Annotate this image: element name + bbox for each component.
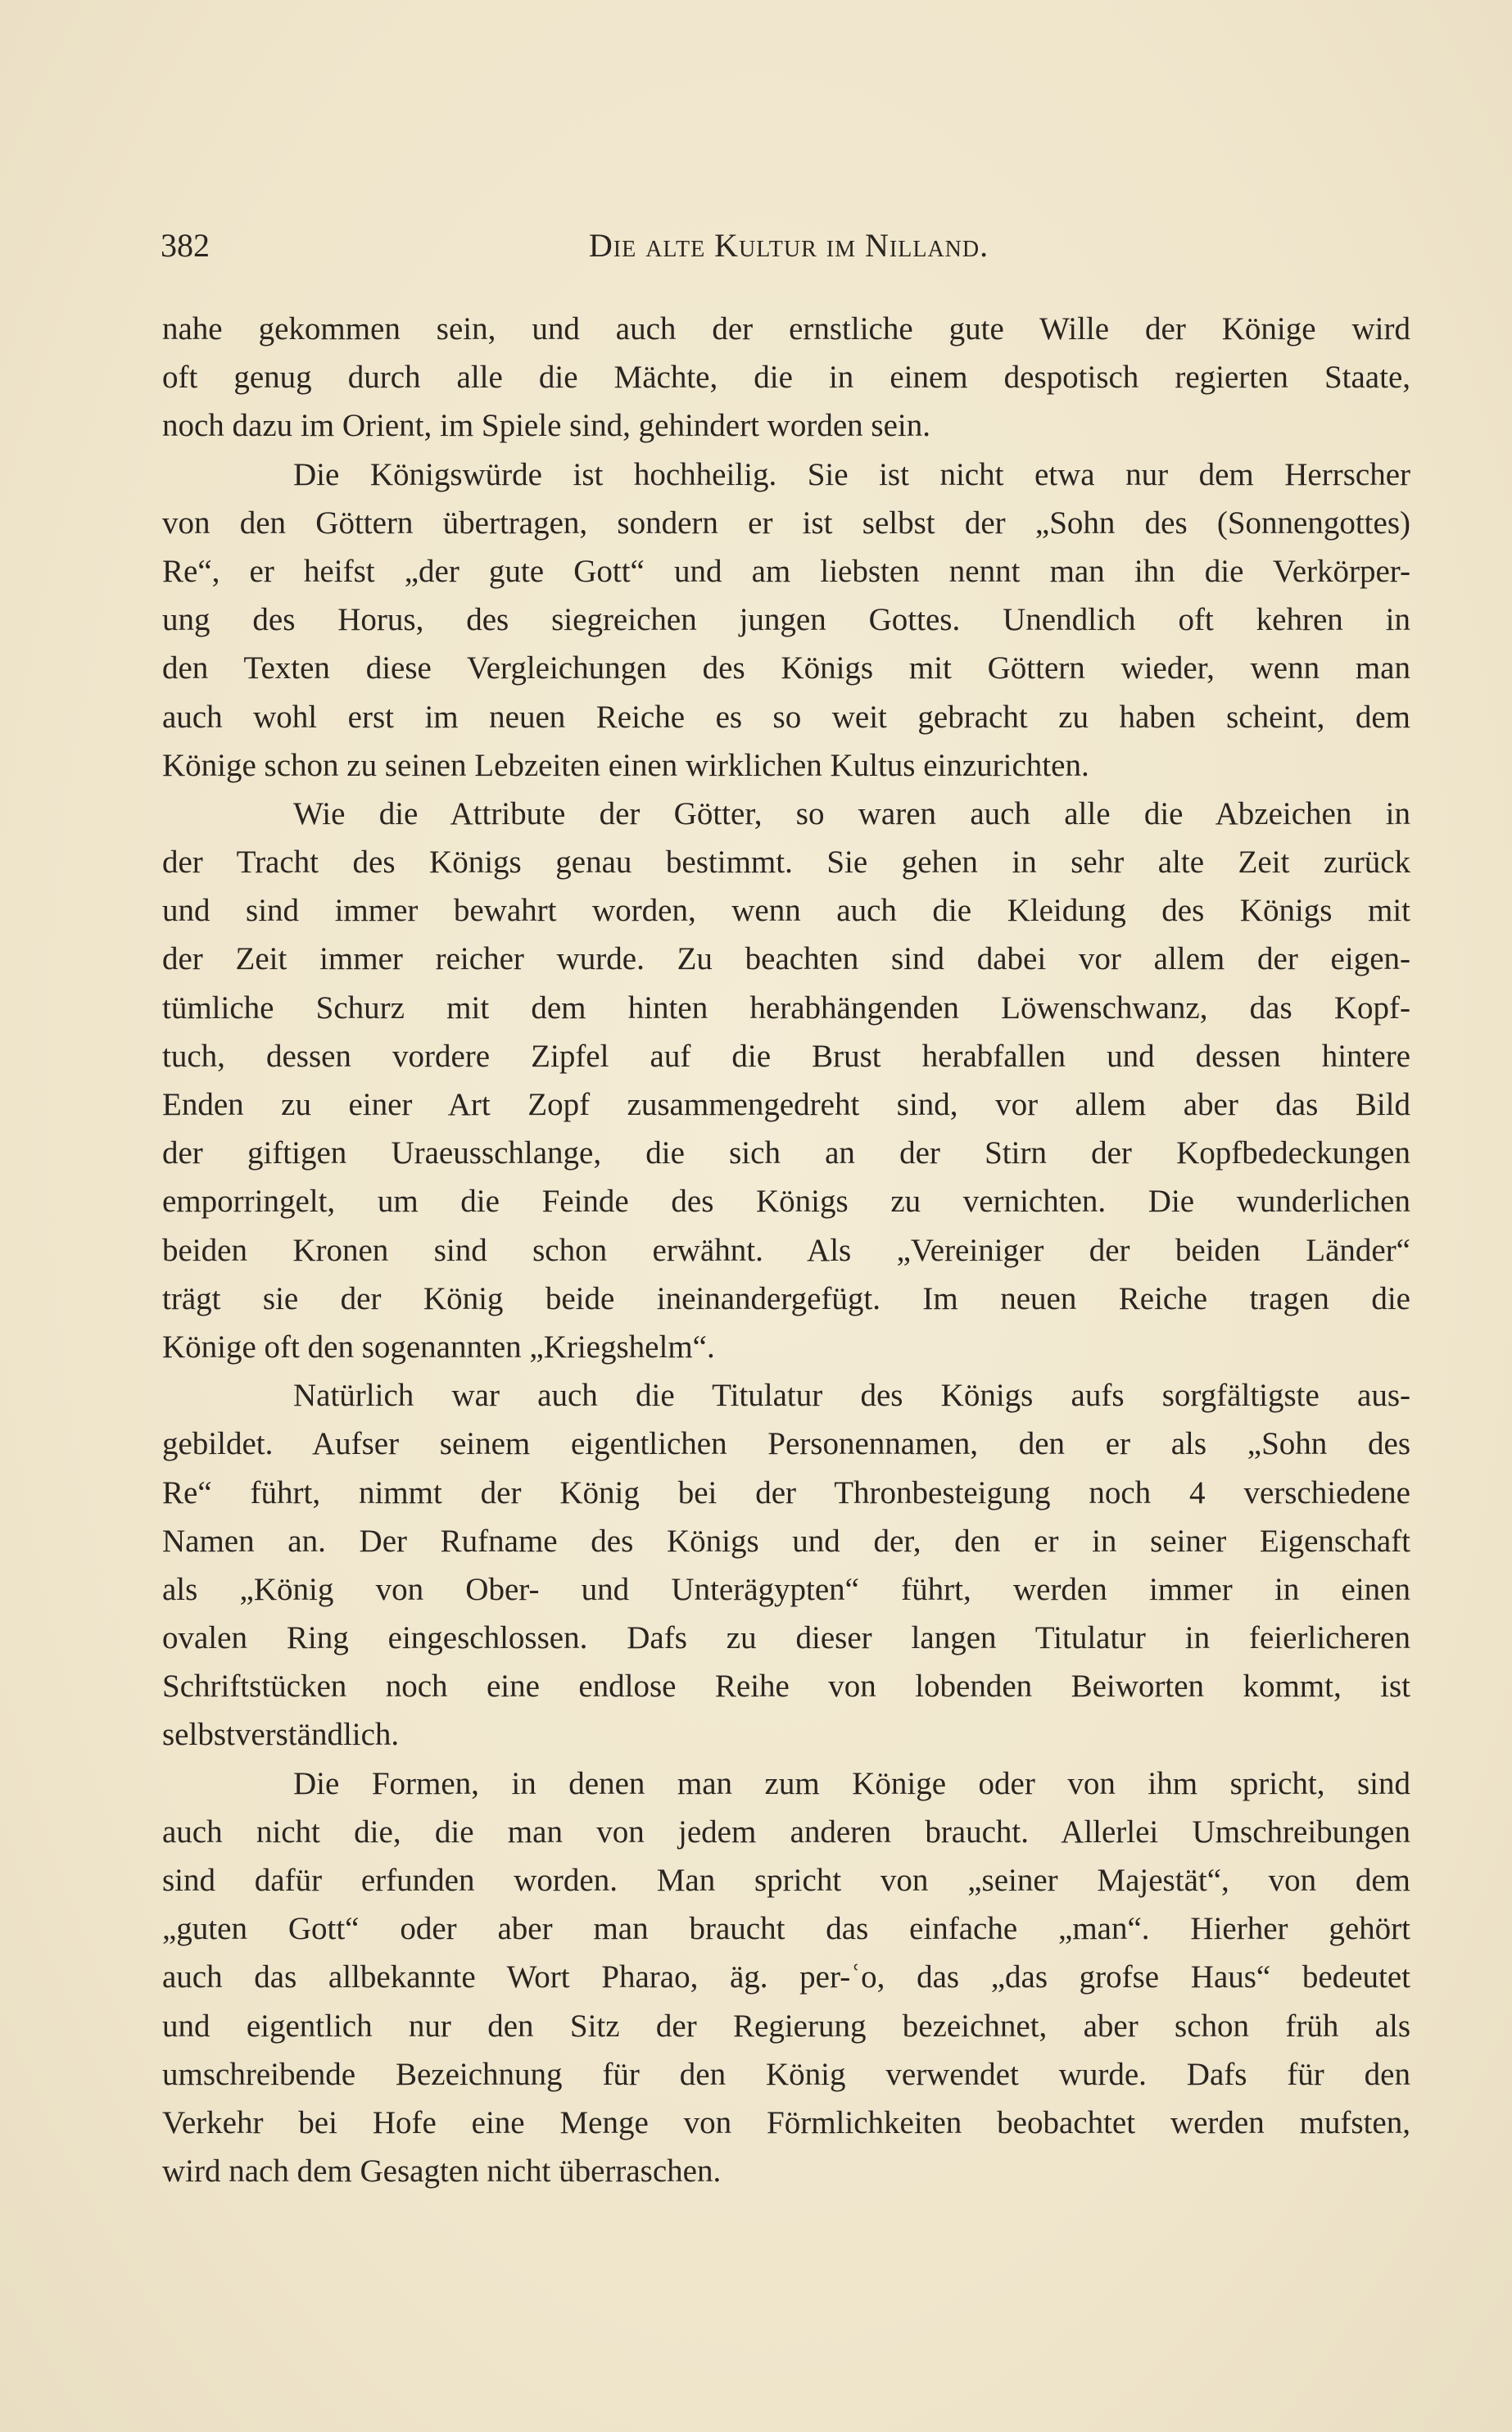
text-line: und eigentlich nur den Sitz der Regierung bezeichnet, aber schon früh als bbox=[162, 2008, 1410, 2044]
text-line: Re“ führt, nimmt der König bei der Thronbesteigung noch 4 verschiedene bbox=[162, 1474, 1410, 1510]
text-line: Die Formen, in denen man zum Könige oder von ihm spricht, sind bbox=[293, 1765, 1410, 1801]
text-line: und sind immer bewahrt worden, wenn auch die Kleidung des Königs mit bbox=[162, 893, 1410, 929]
text-line: nahe gekommen sein, und auch der ernstliche gute Wille der Könige wird bbox=[162, 311, 1410, 346]
text-line: auch wohl erst im neuen Reiche es so weit gebracht zu haben scheint, dem bbox=[162, 699, 1410, 735]
text-line: Verkehr bei Hofe eine Menge von Förmlichkeiten beobachtet werden mufsten, bbox=[162, 2104, 1410, 2140]
text-line: Enden zu einer Art Zopf zusammengedreht sind, vor allem aber das Bild bbox=[162, 1087, 1410, 1122]
text-line: Natürlich war auch die Titulatur des Königs aufs sorgfältigste aus- bbox=[293, 1378, 1410, 1414]
running-title: Die alte Kultur im Nilland. bbox=[588, 227, 989, 264]
text-line: „guten Gott“ oder aber man braucht das einfache „man“. Hierher gehört bbox=[162, 1911, 1410, 1947]
text-line: der Tracht des Königs genau bestimmt. Sie gehen in sehr alte Zeit zurück bbox=[162, 845, 1410, 881]
text-line: selbstverständlich. bbox=[162, 1717, 400, 1753]
text-line: von den Göttern übertragen, sondern er ist selbst der „Sohn des (Sonnengottes) bbox=[162, 505, 1410, 541]
text-line: als „König von Ober- und Unterägypten“ führt, werden immer in einen bbox=[162, 1571, 1410, 1607]
text-line: wird nach dem Gesagten nicht überraschen. bbox=[162, 2153, 722, 2190]
text-line: den Texten diese Vergleichungen des Königs mit Göttern wieder, wenn man bbox=[162, 650, 1410, 686]
text-line: Re“, er heifst „der gute Gott“ und am liebsten nennt man ihn die Verkörper- bbox=[162, 553, 1410, 589]
text-line: Die Königswürde ist hochheilig. Sie ist nicht etwa nur dem Herrscher bbox=[293, 456, 1410, 492]
text-line: umschreibende Bezeichnung für den König verwendet wurde. Dafs für den bbox=[162, 2056, 1410, 2092]
text-line: Könige oft den sogenannten „Kriegshelm“. bbox=[162, 1329, 715, 1365]
text-line: Wie die Attribute der Götter, so waren auch alle die Abzeichen in bbox=[293, 795, 1410, 831]
text-line: ung des Horus, des siegreichen jungen Gottes. Unendlich oft kehren in bbox=[162, 602, 1410, 638]
text-line: der Zeit immer reicher wurde. Zu beachten sind dabei vor allem der eigen- bbox=[162, 941, 1410, 977]
page-number: 382 bbox=[161, 227, 210, 264]
text-line: tuch, dessen vordere Zipfel auf die Brust herabfallen und dessen hintere bbox=[162, 1038, 1410, 1074]
text-line: auch das allbekannte Wort Pharao, äg. per-ʿo, das „das grofse Haus“ bedeutet bbox=[162, 1959, 1410, 1995]
text-line: Schriftstücken noch eine endlose Reihe von lobenden Beiworten kommt, ist bbox=[162, 1669, 1410, 1705]
text-line: der giftigen Uraeusschlange, die sich an der Stirn der Kopfbedeckungen bbox=[162, 1135, 1410, 1171]
text-line: ovalen Ring eingeschlossen. Dafs zu dieser langen Titulatur in feierlicheren bbox=[162, 1620, 1410, 1656]
text-line: emporringelt, um die Feinde des Königs zu vernichten. Die wunderlichen bbox=[162, 1184, 1410, 1220]
body-text bbox=[162, 305, 1410, 2195]
text-line: trägt sie der König beide ineinandergefügt. Im neuen Reiche tragen die bbox=[162, 1280, 1410, 1316]
text-line: beiden Kronen sind schon erwähnt. Als „Vereiniger der beiden Länder“ bbox=[162, 1232, 1410, 1268]
text-line: oft genug durch alle die Mächte, die in einem despotisch regierten Staate, bbox=[162, 360, 1410, 396]
text-line: gebildet. Aufser seinem eigentlichen Personennamen, den er als „Sohn des bbox=[162, 1426, 1410, 1462]
text-line: tümliche Schurz mit dem hinten herabhängenden Löwenschwanz, das Kopf- bbox=[162, 990, 1410, 1026]
text-line: sind dafür erfunden worden. Man spricht von „seiner Majestät“, von dem bbox=[162, 1863, 1410, 1898]
text-line: auch nicht die, die man von jedem anderen braucht. Allerlei Umschreibungen bbox=[162, 1814, 1410, 1850]
page-header bbox=[161, 223, 1417, 269]
text-line: Könige schon zu seinen Lebzeiten einen wirklichen Kultus einzurichten. bbox=[162, 747, 1089, 783]
text-line: noch dazu im Orient, im Spiele sind, gehindert worden sein. bbox=[162, 408, 930, 444]
text-line: Namen an. Der Rufname des Königs und der, den er in seiner Eigenschaft bbox=[162, 1523, 1410, 1559]
